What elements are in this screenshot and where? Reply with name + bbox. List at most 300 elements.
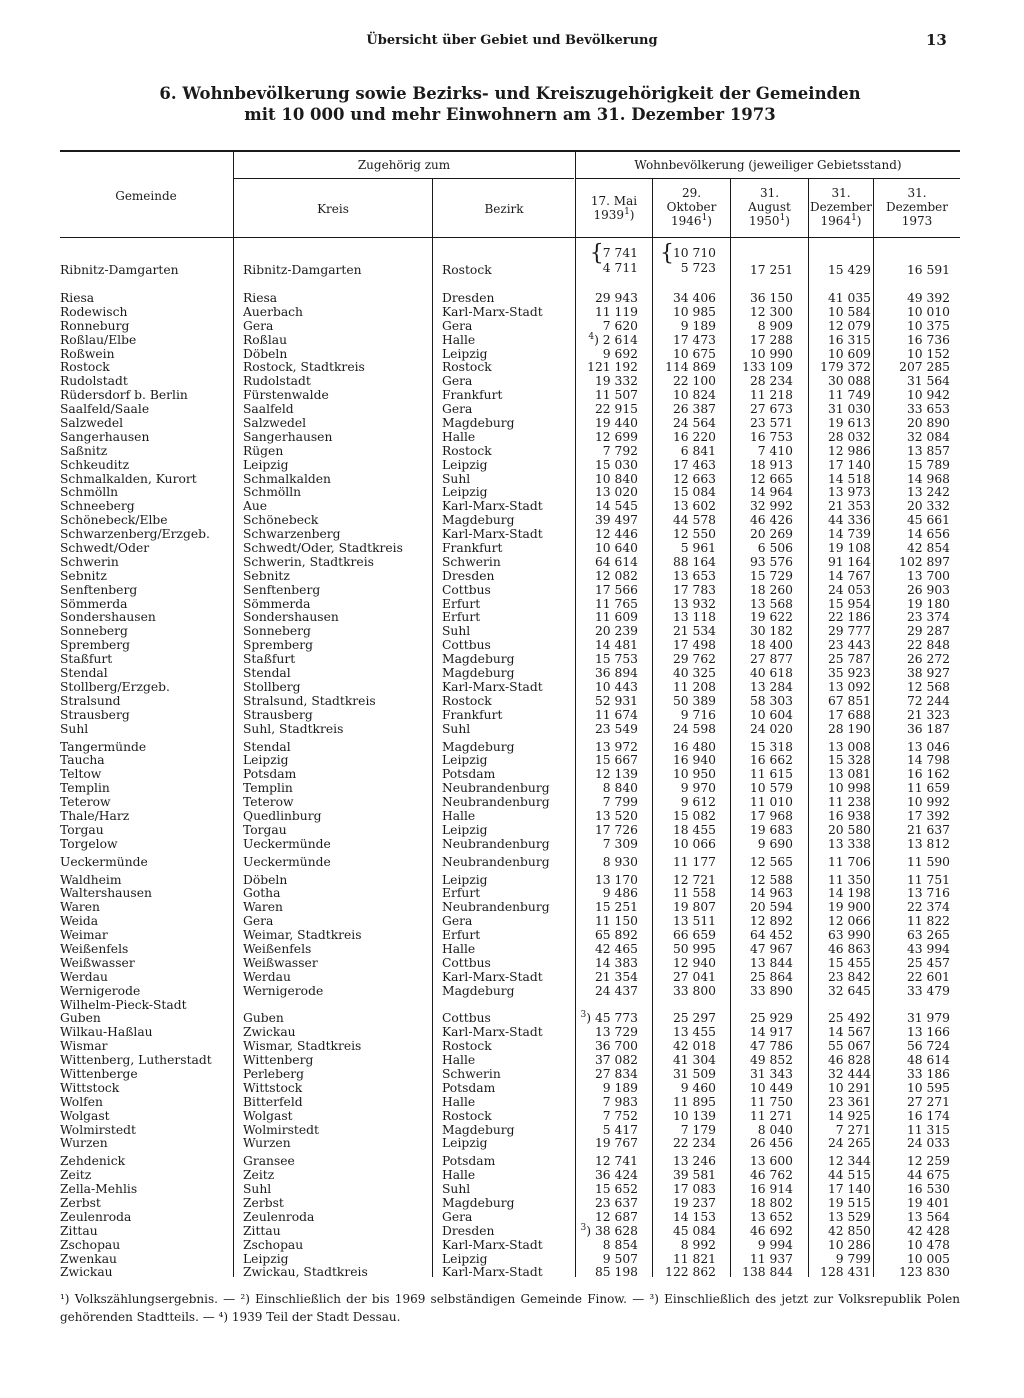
table-row [60,556,960,570]
kreis-cell: Schwarzenberg [243,527,341,542]
gemeinde-cell: Wittenberg, Lutherstadt [60,1053,212,1068]
bezirk-cell: Magdeburg [442,1122,515,1137]
kreis-cell: Stendal [243,666,291,681]
value-1973-cell: 72 244 [906,693,950,708]
value-1946-cell: 29 762 [672,652,716,667]
value-1950-cell: 23 571 [749,416,793,431]
bezirk-cell: Halle [442,332,476,347]
value-1950-cell: 19 622 [749,610,793,625]
bezirk-cell: Suhl [442,471,471,486]
gemeinde-cell: Weida [60,914,99,929]
value-1946-cell: 5 961 [680,541,716,556]
value-1964-cell: 30 088 [827,374,871,389]
value-1964-cell: 19 515 [827,1196,871,1210]
bezirk-cell: Leipzig [442,872,488,887]
header-date-1964 [809,186,873,228]
header-wohnbevoelkerung: Wohnbevölkerung (jeweiliger Gebietsstand) [634,158,902,172]
value-1939-cell: 85 198 [594,1265,638,1280]
value-1939-cell: 65 892 [594,928,638,943]
table-row [60,473,960,487]
bezirk-cell: Erfurt [442,928,481,943]
value-1946-cell: 17 463 [672,457,716,472]
bezirk-cell: Dresden [442,1223,495,1238]
footnote-marker: 3 [580,1010,587,1021]
gemeinde-cell: Zella-Mehlis [60,1182,138,1197]
bezirk-cell: Karl-Marx-Stadt [442,1237,543,1252]
value-1939-cell: $^4$) 2 614 [588,331,638,347]
value-1939-b: 4 711 [602,261,638,275]
value-1964-cell: 24 265 [827,1136,871,1151]
header-date-1946-a: 29. [681,186,702,200]
value-1973-cell: 16 736 [906,332,950,347]
gemeinde-cell: Strausberg [60,707,130,722]
value-1973-cell: 33 479 [906,983,950,998]
value-1964-cell: 25 787 [827,652,871,667]
bezirk-cell: Leipzig [442,346,488,361]
value-1946-cell: 17 083 [672,1182,716,1197]
value-1950-cell: 27 877 [749,652,793,667]
value-1964-cell: 10 609 [827,346,871,361]
value-1964-cell: 12 986 [827,443,871,458]
table-row [60,459,960,473]
kreis-cell: Sömmerda [243,596,311,611]
value-1973-cell: 56 724 [906,1039,950,1054]
bezirk-cell: Karl-Marx-Stadt [442,527,543,542]
gemeinde-cell: Wolgast [60,1108,110,1123]
kreis-cell: Zeulenroda [243,1209,315,1224]
value-1964-cell: 7 271 [835,1122,871,1137]
table-row [60,1211,960,1225]
gemeinde-cell: Torgelow [60,836,118,851]
gemeinde-cell: Thale/Harz [60,808,130,823]
kreis-cell: Wolgast [243,1108,293,1123]
header-gemeinde: Gemeinde [115,189,177,203]
bezirk-cell: Frankfurt [442,388,503,403]
value-1946-cell: 42 018 [672,1039,716,1054]
value-1946-cell: 10 139 [672,1108,716,1123]
table-row [60,1026,960,1040]
kreis-cell: Teterow [243,795,294,810]
value-1964-cell: 46 828 [827,1053,871,1068]
value-1946-cell: 16 220 [672,429,716,444]
value-1973-cell: 23 374 [906,610,950,625]
table-row [60,681,960,695]
value-1950-cell: 8 040 [757,1122,793,1137]
value-1939-cell: 14 383 [594,955,638,970]
value-1946-cell: 41 304 [672,1053,716,1068]
table-row [60,361,960,375]
value-1973-cell: 29 287 [906,624,950,639]
bezirk-cell: Erfurt [442,610,481,625]
value-1964-cell: 91 164 [827,554,871,569]
gemeinde-cell: Roßlau/Elbe [60,332,137,347]
bezirk-cell: Halle [442,429,476,444]
header-date-1939-a: 17. Mai [590,194,638,208]
value-1973-cell: 10 942 [906,388,950,403]
value-1939-cell: 7 792 [602,443,638,458]
value-1964-cell: 128 431 [820,1265,871,1280]
value-1946-cell: 22 100 [672,374,716,389]
value-1939-cell: 15 753 [594,652,638,667]
value-1939-cell: 23 637 [594,1196,638,1210]
bezirk-cell: Halle [442,1053,476,1068]
value-1950-cell: 18 260 [749,582,793,597]
kreis-cell: Templin [243,781,293,796]
value-1950-cell: 15 729 [749,568,793,583]
kreis-cell: Weißenfels [243,941,312,956]
gemeinde-cell: Zeulenroda [60,1209,132,1224]
gemeinde-cell: Schwarzenberg/Erzgeb. [60,527,210,542]
value-1946-cell: 39 581 [672,1168,716,1183]
value-1939-cell: 39 497 [594,513,638,528]
gemeinde-cell: Weißwasser [60,955,135,970]
table-row [60,1110,960,1124]
value-1950-cell: 17 288 [749,332,793,347]
value-1973-cell: 21 323 [906,707,950,722]
bezirk-cell: Magdeburg [442,983,515,998]
kreis-cell: Stollberg [243,679,301,694]
value-1950-cell: 27 673 [749,402,793,417]
header-date-1946-b: Oktober [666,200,717,214]
value-1939-cell: 22 915 [594,402,638,417]
value-1964-cell: 24 053 [827,582,871,597]
value-1946-cell: 27 041 [672,969,716,984]
kreis-cell: Fürstenwalde [243,388,329,403]
gemeinde-cell: Waldheim [60,872,122,887]
value-1950-cell: 64 452 [749,928,793,943]
value-1939-cell: $^3$) 45 773 [580,1010,638,1026]
header-date-1973 [874,186,960,228]
value-1946-cell: 34 406 [672,291,716,305]
value-1964-cell: 11 238 [827,795,871,810]
kreis-cell: Quedlinburg [243,808,322,823]
bezirk-cell: Halle [442,808,476,823]
value-1950-cell: 14 964 [749,485,793,500]
value-1973-cell: 11 659 [906,781,950,796]
kreis-cell: Wismar, Stadtkreis [243,1039,362,1054]
header-date-1973-c: 1973 [901,214,933,228]
table-row [60,943,960,957]
value-1973-cell: 21 637 [906,822,950,837]
value-1939-cell: 9 692 [602,346,638,361]
bezirk-cell: Suhl [442,624,471,639]
value-1946-cell: 7 179 [680,1122,716,1137]
kreis-cell: Ueckermünde [243,854,331,869]
gemeinde-cell: Saalfeld/Saale [60,402,150,417]
kreis-cell: Wittenberg [243,1053,314,1068]
gemeinde-cell: Saßnitz [60,443,108,458]
value-1950-cell: 12 892 [749,914,793,929]
value-1939-cell: 12 699 [594,429,638,444]
value-1950-cell: 13 844 [749,955,793,970]
header-date-1939-b: 1939$^1$) [593,207,635,222]
value-1973-cell: 14 656 [906,527,950,542]
kreis-cell: Bitterfeld [243,1094,303,1109]
table-row [60,874,960,888]
value-1950-cell: 25 929 [749,1011,793,1026]
value-1950-cell: 10 604 [749,707,793,722]
value-1950-cell: 93 576 [749,554,793,569]
value-1950-cell: 32 992 [749,499,793,514]
value-1964-cell: 14 567 [827,1025,871,1040]
value-1964-cell: 21 353 [827,499,871,514]
value-1964-cell: 11 350 [827,872,871,887]
table-row [60,500,960,514]
value-1946-cell: 11 895 [672,1094,716,1109]
header-date-1973-a: 31. [907,186,927,200]
value-1973-cell: 13 857 [906,443,950,458]
value-1950-cell: 36 150 [749,291,793,305]
brace-1946: { [659,241,674,266]
table-row [60,985,960,999]
value-1964-cell: 10 286 [827,1237,871,1252]
kreis-cell: Leipzig [243,1251,289,1266]
value-1946-cell: 66 659 [672,928,716,943]
value-1964-cell: 14 739 [827,527,871,542]
value-1950-cell: 14 963 [749,886,793,901]
value-1950-cell: 9 994 [757,1237,793,1252]
table-row [60,320,960,334]
value-1946-cell: 11 558 [672,886,716,901]
value-1950-cell: 17 251 [749,263,793,277]
value-1964-cell: 10 291 [827,1080,871,1095]
value-1973-cell: 13 046 [906,739,950,754]
kreis-cell: Schwerin, Stadtkreis [243,554,374,569]
value-1964-cell: 23 361 [827,1094,871,1109]
value-1973-cell: 17 392 [906,808,950,823]
value-1939-cell: 11 507 [594,388,638,403]
value-1939-cell: 64 614 [594,554,638,569]
bezirk-cell: Halle [442,1094,476,1109]
gemeinde-cell: Sondershausen [60,610,156,625]
value-1973-cell: 22 374 [906,900,950,915]
gemeinde-cell: Waltershausen [60,886,152,901]
value-1973-cell: 10 595 [906,1080,950,1095]
kreis-cell: Sonneberg [243,624,311,639]
value-text: 38 628 [594,1223,638,1238]
table-row [60,838,960,852]
value-1939-cell: 42 465 [594,941,638,956]
value-1964-cell: 25 492 [827,1011,871,1026]
kreis-cell: Zwickau, Stadtkreis [243,1265,368,1280]
value-1950-cell: 11 218 [749,388,793,403]
gemeinde-cell: Werdau [60,969,108,984]
table-row [60,389,960,403]
value-1946-cell: 50 389 [672,693,716,708]
value-1950-cell: 58 303 [749,693,793,708]
brace-1939: { [589,241,604,266]
kreis-cell: Weißwasser [243,955,318,970]
kreis-cell: Sondershausen [243,610,339,625]
bezirk-cell: Neubrandenburg [442,795,550,810]
value-1946-cell: 19 237 [672,1196,716,1210]
value-1946-cell: 13 932 [672,596,716,611]
value-1939-cell: 11 765 [594,596,638,611]
kreis-cell: Döbeln [243,872,288,887]
bezirk-cell: Gera [442,1209,473,1224]
value-1946-cell: 22 234 [672,1136,716,1151]
kreis-cell: Schmölln [243,485,302,500]
value-1950-cell: 46 762 [749,1168,793,1183]
table-row [60,331,960,348]
value-1950-cell: 33 890 [749,983,793,998]
bezirk-cell: Cottbus [442,638,491,653]
value-1973-cell: 19 401 [906,1196,950,1210]
table-row [60,403,960,417]
gemeinde-cell: Zschopau [60,1237,121,1252]
value-1964-cell: 28 032 [827,429,871,444]
value-1973-cell: 45 661 [906,513,950,528]
value-1973-cell: 26 272 [906,652,950,667]
table-row [60,514,960,528]
value-1964-cell: 9 799 [835,1251,871,1266]
value-1946-cell [659,241,716,276]
value-1973-cell: 24 033 [906,1136,950,1151]
value-1973-cell: 44 675 [906,1168,950,1183]
kreis-cell: Stendal [243,739,291,754]
kreis-cell: Roßlau [243,332,288,347]
value-1950-cell: 8 909 [757,318,793,333]
value-1964-cell: 35 923 [827,666,871,681]
value-1939-cell: 23 549 [594,721,638,736]
page-number: 13 [926,31,947,49]
gemeinde-cell: Zeitz [60,1168,92,1183]
bezirk-cell: Neubrandenburg [442,836,550,851]
value-1973-cell: 16 162 [906,767,950,782]
kreis-cell: Werdau [243,969,291,984]
value-1950-cell: 49 852 [749,1053,793,1068]
gemeinde-cell: Zehdenick [60,1154,126,1169]
kreis-cell: Potsdam [243,767,297,782]
bezirk-cell: Magdeburg [442,1196,515,1210]
value-1964-cell: 16 315 [827,332,871,347]
value-1950-cell: 12 565 [749,854,793,869]
value-1950-cell: 16 662 [749,753,793,768]
gemeinde-cell: Ronneburg [60,318,130,333]
value-1973-cell: 10 152 [906,346,950,361]
value-1939-cell: 13 729 [594,1025,638,1040]
value-1939-cell: 12 687 [594,1209,638,1224]
value-1946-a: 10 710 [672,246,716,260]
value-1973-cell: 123 830 [899,1265,950,1280]
value-1973-cell: 31 564 [906,374,950,389]
value-1939-cell: $^3$) 38 628 [580,1222,638,1238]
bezirk-cell: Karl-Marx-Stadt [442,1265,543,1280]
value-1939-cell: 8 854 [602,1237,638,1252]
bezirk-cell: Leipzig [442,1136,488,1151]
value-1946-cell: 31 509 [672,1066,716,1081]
kreis-cell: Schwedt/Oder, Stadtkreis [243,541,403,556]
value-1964-cell: 13 008 [827,739,871,754]
table-row [60,1169,960,1183]
gemeinde-cell: Taucha [60,753,105,768]
value-1939-cell: 17 726 [594,822,638,837]
table-row [60,1040,960,1054]
value-1973-cell: 19 180 [906,596,950,611]
table-row [60,887,960,901]
bezirk-cell: Halle [442,1168,476,1183]
value-1946-cell: 10 675 [672,346,716,361]
value-1950-cell: 15 318 [749,739,793,754]
value-1964-cell: 32 645 [827,983,871,998]
value-1973-cell: 15 789 [906,457,950,472]
value-1964-cell: 14 198 [827,886,871,901]
value-1950-cell: 13 568 [749,596,793,611]
header-date-1964-a: 31. [831,186,851,200]
value-1964-cell: 15 455 [827,955,871,970]
table-row [60,584,960,598]
gemeinde-cell: Templin [60,781,110,796]
table-row [60,915,960,929]
value-1964-cell: 11 749 [827,388,871,403]
gemeinde-cell: Wolfen [60,1094,103,1109]
table-row [60,1239,960,1253]
value-1950-cell: 25 864 [749,969,793,984]
bezirk-cell: Rostock [442,263,492,277]
table-row [60,625,960,639]
table-row [60,741,960,755]
kreis-cell: Perleberg [243,1066,304,1081]
value-1950-cell: 17 968 [749,808,793,823]
value-1946-b: 5 723 [680,261,716,275]
value-1973-cell: 38 927 [906,666,950,681]
gemeinde-cell: Weißenfels [60,941,129,956]
value-1973-cell: 16 174 [906,1108,950,1123]
value-1973-cell: 48 614 [906,1053,950,1068]
table-row [60,348,960,362]
kreis-cell: Auerbach [243,304,303,319]
value-1973-cell: 10 010 [906,304,950,319]
gemeinde-cell: Weimar [60,928,108,943]
header-date-1950-a: 31. [759,186,780,200]
header-top-rule [60,150,960,152]
value-1950-cell: 16 753 [749,429,793,444]
gemeinde-cell: Sangerhausen [60,429,150,444]
value-1939-cell: 121 192 [587,360,638,375]
table-row [60,417,960,431]
gemeinde-cell: Schneeberg [60,499,135,514]
value-1939-cell: 52 931 [594,693,638,708]
value-1946-cell: 19 807 [672,900,716,915]
value-1973-cell: 11 315 [906,1122,950,1137]
value-1939-cell: 11 674 [594,707,638,722]
value-1950-cell: 30 182 [749,624,793,639]
value-1964-cell: 20 580 [827,822,871,837]
value-1939-cell: 13 520 [594,808,638,823]
table-row [60,1266,960,1280]
bezirk-cell: Magdeburg [442,739,515,754]
value-1939-cell: 11 119 [594,304,638,319]
value-1973-cell: 10 375 [906,318,950,333]
value-1939-cell: 15 251 [594,900,638,915]
bezirk-cell: Halle [442,941,476,956]
value-1939-cell: 27 834 [594,1066,638,1081]
bezirk-cell: Neubrandenburg [442,900,550,915]
value-1939-cell: 17 566 [594,582,638,597]
bezirk-cell: Gera [442,914,473,929]
value-1964-cell: 12 079 [827,318,871,333]
bezirk-cell: Neubrandenburg [442,781,550,796]
bezirk-cell: Leipzig [442,1251,488,1266]
value-1950-cell: 46 426 [749,513,793,528]
value-1964-cell: 12 066 [827,914,871,929]
kreis-cell: Riesa [243,291,278,305]
value-1939-cell: 5 417 [602,1122,638,1137]
value-1950-cell: 10 579 [749,781,793,796]
value-1964-cell: 63 990 [827,928,871,943]
value-1964-cell: 13 529 [827,1209,871,1224]
bezirk-cell: Gera [442,374,473,389]
